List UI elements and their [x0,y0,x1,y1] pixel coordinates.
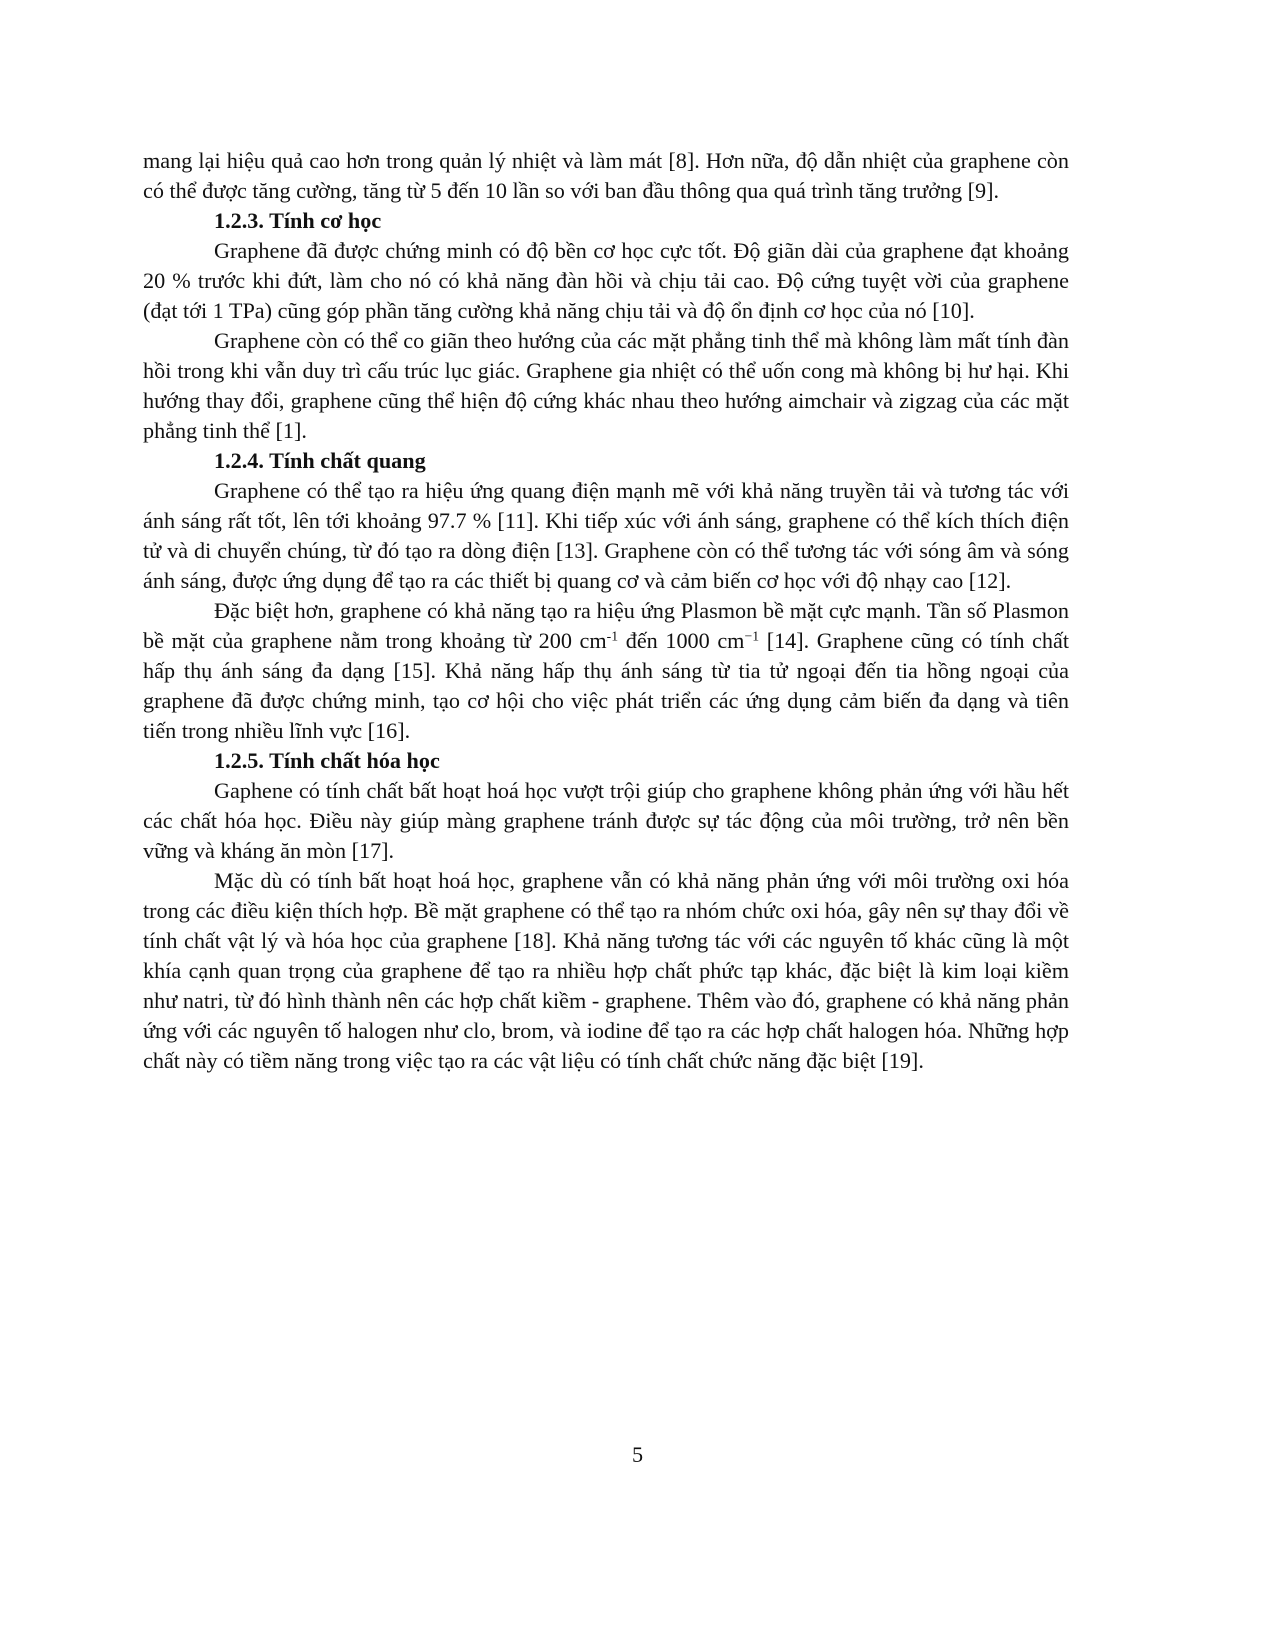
plasmon-text-part-3: [14]. Graphene cũng có tính chất hấp thụ ánh sáng đa dạng [15]. Khả năng hấp thụ ánh sáng từ tia tử ngoại đến tia hồng ngoại của graphene đã được chứng minh, tạo cơ hội cho việc phát triển các ứng dụng cảm biến đa dạng và tiên tiến trong nhiều lĩnh vực [16]. [143,628,1069,743]
section-heading-mechanical: 1.2.3. Tính cơ học [214,208,382,233]
section-heading-optical: 1.2.4. Tính chất quang [214,448,426,473]
paragraph-chemical-reactivity: Mặc dù có tính bất hoạt hoá học, graphene vẫn có khả năng phản ứng với môi trường oxi hóa trong các điều kiện thích hợp. Bề mặt graphene có thể tạo ra nhóm chức oxi hóa, gây nên sự thay đổi về tính chất vật lý và hóa học của graphene [18]. Khả năng tương tác với các nguyên tố khác cũng là một khía cạnh quan trọng của graphene để tạo ra nhiều hợp chất phức tạp khác, đặc biệt là kim loại kiềm như natri, từ đó hình thành nên các hợp chất kiềm - graphene. Thêm vào đó, graphene có khả năng phản ứng với các nguyên tố halogen như clo, brom, và iodine để tạo ra các hợp chất halogen hóa. Những hợp chất này có tiềm năng trong việc tạo ra các vật liệu có tính chất chức năng đặc biệt [19]. [143,868,1069,1073]
superscript-exponent-2: −1 [744,628,760,644]
paragraph-optical-photoelectric: Graphene có thể tạo ra hiệu ứng quang điện mạnh mẽ với khả năng truyền tải và tương tác với ánh sáng rất tốt, lên tới khoảng 97.7 % [11]. Khi tiếp xúc với ánh sáng, graphene có thể kích thích điện tử và di chuyển chúng, từ đó tạo ra dòng điện [13]. Graphene còn có thể tương tác với sóng âm và sóng ánh sáng, được ứng dụng để tạo ra các thiết bị quang cơ và cảm biến cơ học với độ nhạy cao [12]. [143,478,1069,593]
superscript-exponent-1: -1 [606,628,619,644]
paragraph-chemical-inertness: Gaphene có tính chất bất hoạt hoá học vượt trội giúp cho graphene không phản ứng với hầu hết các chất hóa học. Điều này giúp màng graphene tránh được sự tác động của môi trường, trở nên bền vững và kháng ăn mòn [17]. [143,778,1069,863]
paragraph-mechanical-strength: Graphene đã được chứng minh có độ bền cơ học cực tốt. Độ giãn dài của graphene đạt khoảng 20 % trước khi đứt, làm cho nó có khả năng đàn hồi và chịu tải cao. Độ cứng tuyệt vời của graphene (đạt tới 1 TPa) cũng góp phần tăng cường khả năng chịu tải và độ ổn định cơ học của nó [10]. [143,238,1069,323]
page-number: 5 [631,1442,644,1467]
document-body [143,146,1069,1076]
paragraph-thermal-continuation: mang lại hiệu quả cao hơn trong quản lý nhiệt và làm mát [8]. Hơn nữa, độ dẫn nhiệt của graphene còn có thể được tăng cường, tăng từ 5 đến 10 lần so với ban đầu thông qua quá trình tăng trưởng [9]. [143,148,1069,203]
plasmon-text-part-1: Đặc biệt hơn, graphene có khả năng tạo ra hiệu ứng Plasmon bề mặt cực mạnh. Tần số Plasmon bề mặt của graphene nằm trong khoảng từ 200 cm [143,598,1069,653]
section-heading-chemical: 1.2.5. Tính chất hóa học [214,748,440,773]
paragraph-optical-plasmon [143,596,1069,746]
plasmon-text-part-2: đến 1000 cm [618,628,745,653]
paragraph-mechanical-elasticity: Graphene còn có thể co giãn theo hướng của các mặt phẳng tinh thể mà không làm mất tính đàn hồi trong khi vẫn duy trì cấu trúc lục giác. Graphene gia nhiệt có thể uốn cong mà không bị hư hại. Khi hướng thay đổi, graphene cũng thể hiện độ cứng khác nhau theo hướng aimchair và zigzag của các mặt phẳng tinh thể [1]. [143,328,1069,443]
